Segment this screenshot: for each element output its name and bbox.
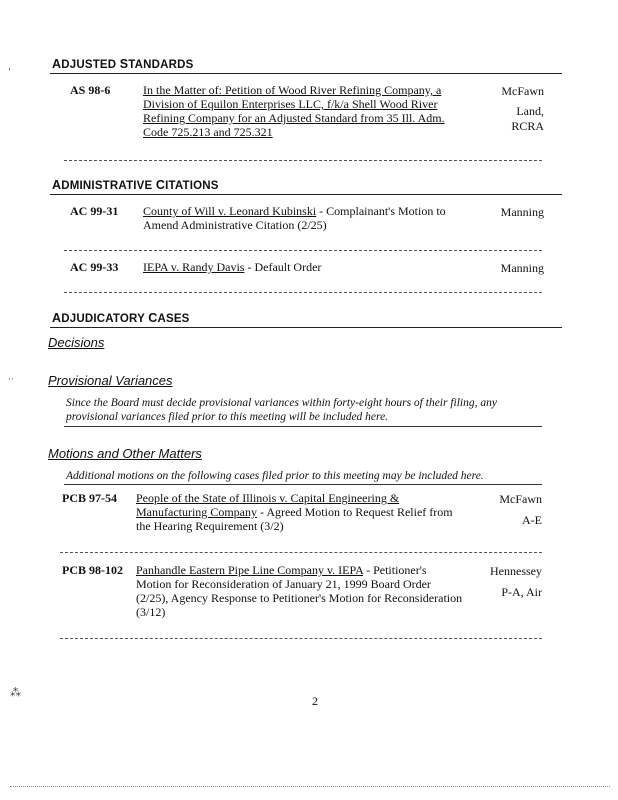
board-member: Manning xyxy=(500,261,544,275)
note-rule xyxy=(64,484,542,485)
note-rule xyxy=(64,426,542,427)
case-title[interactable]: IEPA v. Randy Davis - Default Order xyxy=(143,260,322,274)
scan-mark: ‘ xyxy=(8,66,11,76)
dashed-separator xyxy=(64,160,542,161)
scan-mark: ⁂ xyxy=(10,687,21,699)
case-number: AC 99-33 xyxy=(70,260,119,274)
case-title[interactable]: In the Matter of: Petition of Wood River Refining Company, a Division of Equilon Enterprises LLC, f/k/a Shell Wood River Refining Company for an Adjusted Standard from 35 Ill. Adm. Code 725.213 and 725.321 xyxy=(143,83,445,139)
section-rule xyxy=(50,73,562,74)
adjusted-standards-heading: ADJUSTED STANDARDS xyxy=(52,57,194,71)
case-number: PCB 98-102 xyxy=(62,563,123,577)
administrative-citations-heading: ADMINISTRATIVE CITATIONS xyxy=(52,178,219,192)
board-member: Manning xyxy=(500,205,544,219)
section-rule xyxy=(50,327,562,328)
motions-heading: Motions and Other Matters xyxy=(48,446,202,461)
case-number: AC 99-31 xyxy=(70,204,119,218)
case-title[interactable]: County of Will v. Leonard Kubinski - Complainant's Motion to Amend Administrative Citation (2/25) xyxy=(143,204,446,232)
scan-mark: ·· xyxy=(8,374,14,384)
section-rule xyxy=(50,194,562,195)
case-title[interactable]: People of the State of Illinois v. Capital Engineering & Manufacturing Company - Agreed Motion to Request Relief from the Hearing Requirement (3/2) xyxy=(136,491,453,533)
scan-edge xyxy=(10,786,610,787)
page-number: 2 xyxy=(312,694,318,708)
case-number: PCB 97-54 xyxy=(62,491,117,505)
decisions-heading: Decisions xyxy=(48,335,105,350)
provisional-variances-heading: Provisional Variances xyxy=(48,373,173,388)
provisional-variances-note: Since the Board must decide provisional variances within forty-eight hours of their filing, any provisional variances filed prior to this meeting will be included here. xyxy=(66,397,497,423)
case-type: Land, RCRA xyxy=(511,104,544,133)
board-member: McFawn xyxy=(501,84,544,98)
dashed-separator xyxy=(64,292,542,293)
adjudicatory-cases-heading: ADJUDICATORY CASES xyxy=(52,311,190,325)
dashed-separator xyxy=(60,552,542,553)
board-member: Hennessey xyxy=(490,564,542,578)
case-title[interactable]: Panhandle Eastern Pipe Line Company v. IEPA - Petitioner's Motion for Reconsideration of January 21, 1999 Board Order (2/25), Agency Response to Petitioner's Motion for Reconsideration (3/12) xyxy=(136,563,463,619)
case-type: P-A, Air xyxy=(501,585,542,599)
case-number: AS 98-6 xyxy=(70,83,111,97)
case-type: A-E xyxy=(522,513,542,527)
motions-note: Additional motions on the following cases filed prior to this meeting may be included here. xyxy=(66,470,484,482)
board-member: McFawn xyxy=(499,492,542,506)
dashed-separator xyxy=(64,250,542,251)
dashed-separator xyxy=(60,638,542,639)
